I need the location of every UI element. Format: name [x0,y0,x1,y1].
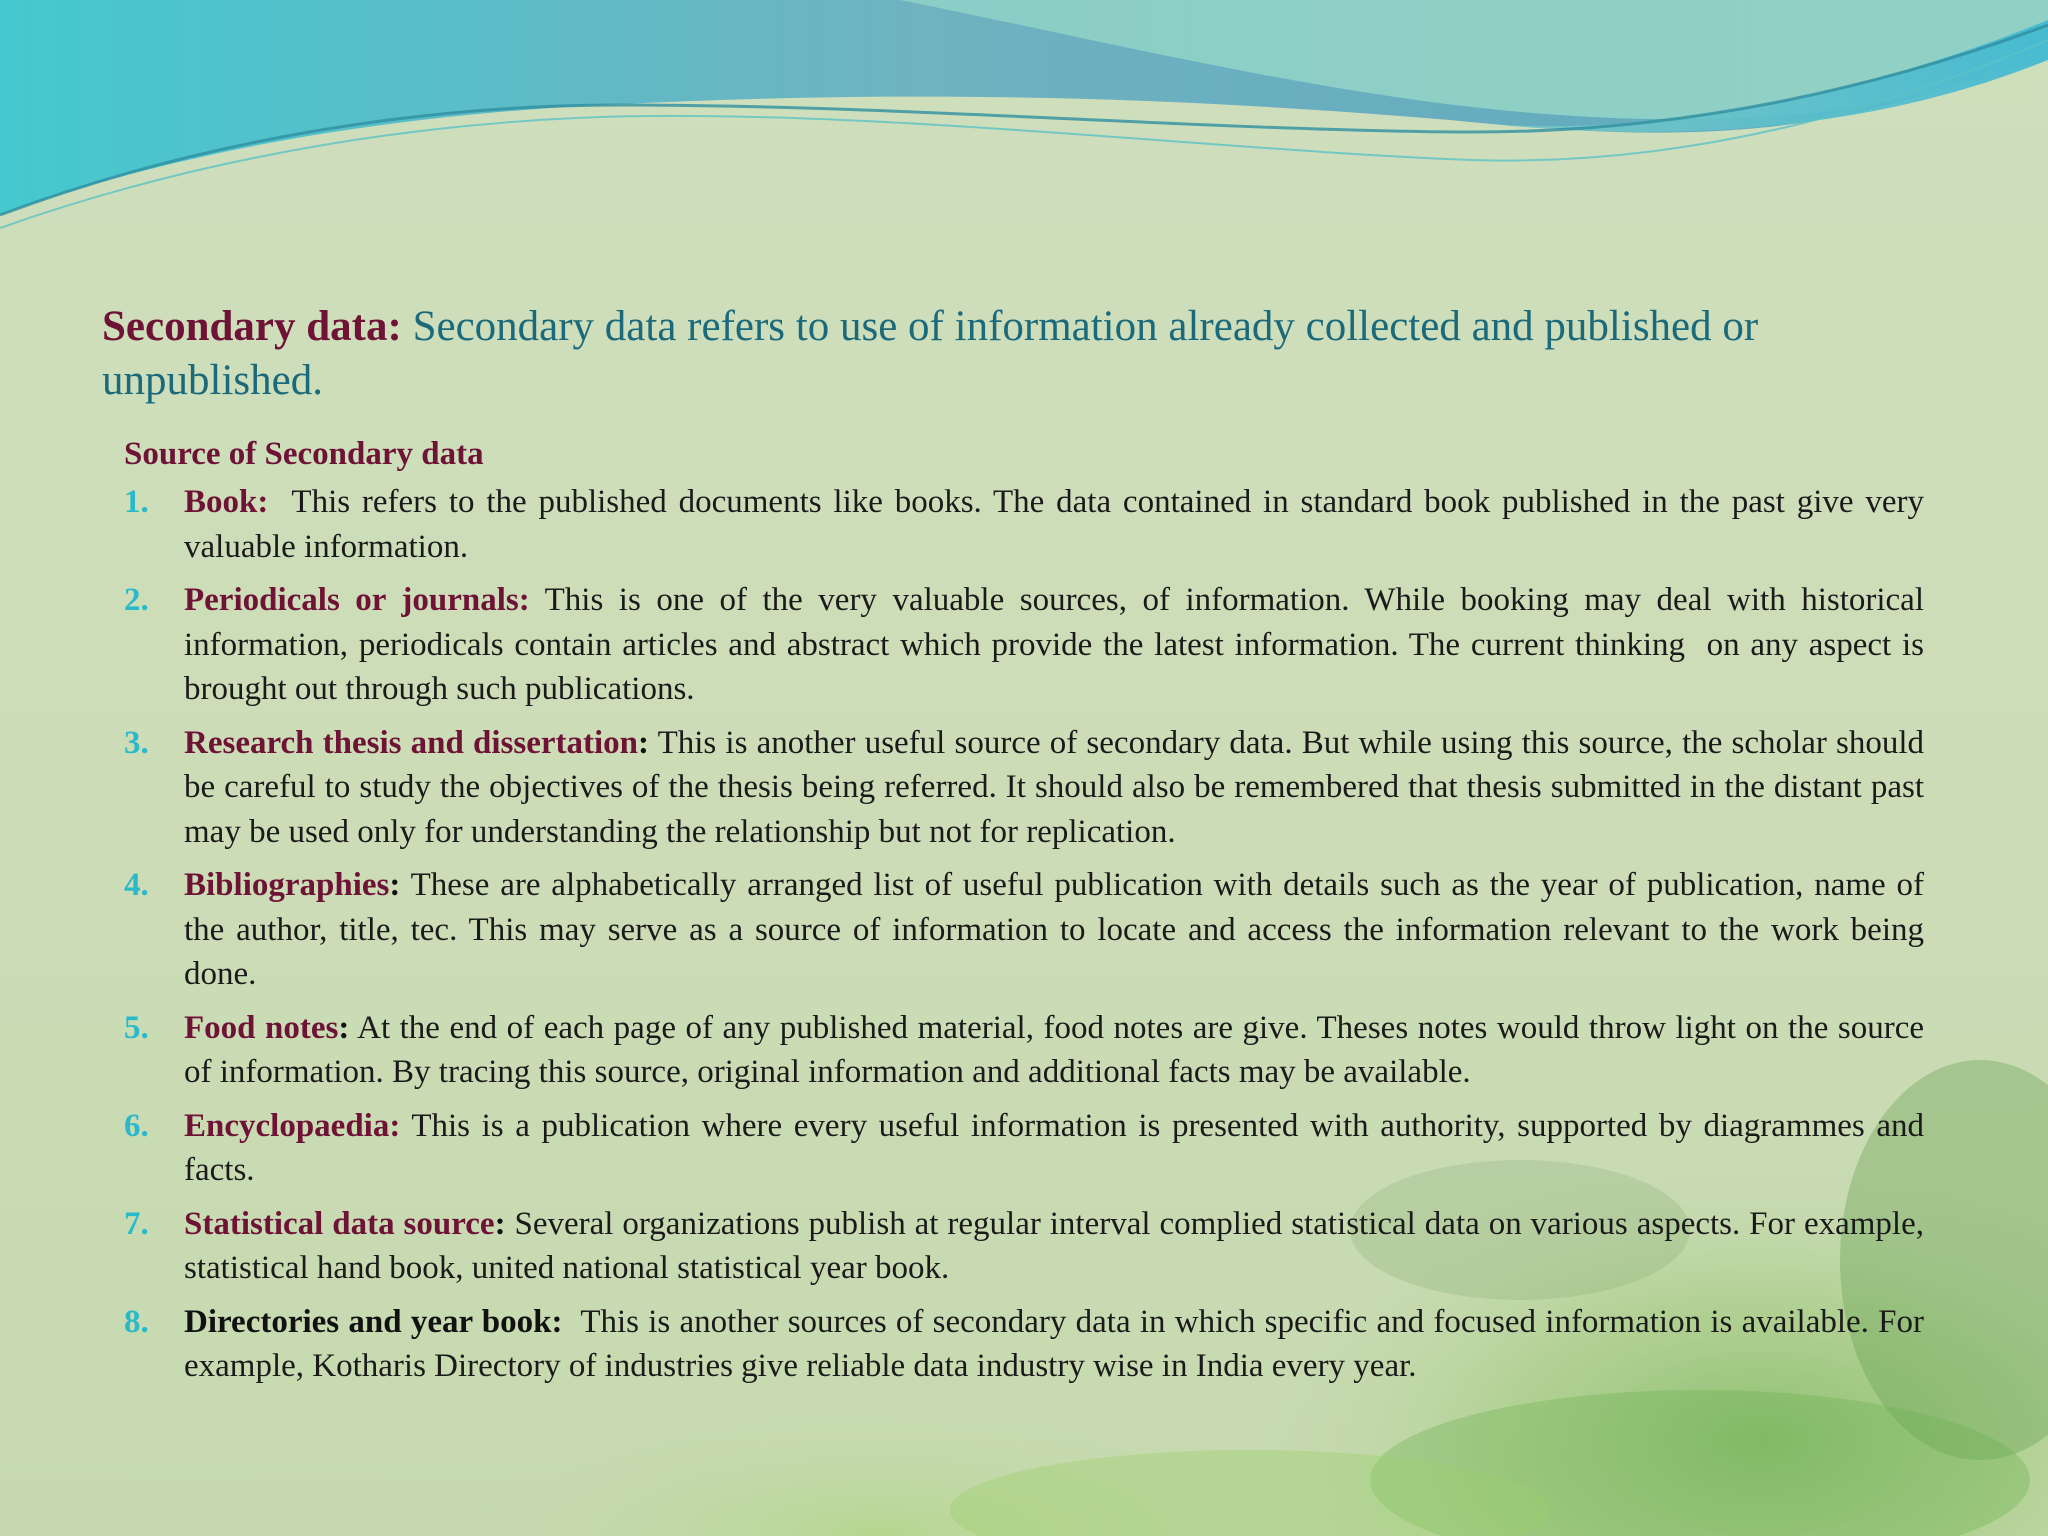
source-item-number: 7. [124,1205,149,1242]
source-item-number: 1. [124,484,149,520]
source-list-item [102,578,1933,712]
source-list-item [102,721,1933,855]
source-item-number: 2. [124,582,149,618]
source-item-label: Food notes [184,1009,339,1046]
source-item-text: These are alphabetically arranged list of useful publication with details such as the year of publication, name of the author, title, tec. This may serve as a source of information to locate and access the information relevant to the work being done. [184,867,1933,992]
intro-term: Secondary data: [102,303,402,350]
source-item-separator: : [389,867,401,903]
source-item-text: This is another useful source of secondary data. But while using this source, the scholar should be careful to study the objectives of the thesis being referred. It should also be remembered that thesis submitted in the distant past may be used only for understanding the relationship but not for replication. [184,724,1933,850]
source-item-label: Encyclopaedia: [184,1107,401,1144]
source-item-text: This is one of the very valuable sources, of information. While booking may deal with historical information, periodicals contain articles and abstract which provide the latest information. The current thinking on any aspect is brought out through such publications. [184,582,1933,707]
intro-definition: Secondary data refers to use of information already collected and published or unpublished. [102,303,1759,404]
source-item-number: 3. [124,724,149,761]
source-list-item [102,863,1933,997]
source-item-number: 6. [124,1107,149,1144]
source-item-label: Bibliographies [184,867,390,903]
source-list-item [102,1300,1933,1389]
source-item-number: 4. [124,867,149,903]
source-item-separator: : [638,724,650,761]
intro-paragraph [102,300,1924,408]
source-list-item [102,1202,1933,1291]
source-item-separator: : [338,1009,350,1046]
source-item-separator: : [494,1205,506,1242]
source-item-label: Periodicals or journals: [184,582,530,618]
source-item-text: Several organizations publish at regular interval complied statistical data on various aspects. For example, statistical hand book, united national statistical year book. [184,1205,1933,1286]
slide-content [102,300,1933,1398]
source-item-number: 8. [124,1303,149,1340]
source-list-item [102,480,1933,569]
source-item-text: This is another sources of secondary data in which specific and focused information is available. For example, Kotharis Directory of industries give reliable data industry wise in India every year. [184,1303,1933,1384]
source-item-text: This is a publication where every useful information is presented with authority, supported by diagrammes and facts. [184,1107,1933,1188]
source-item-text: At the end of each page of any published material, food notes are give. Theses notes would throw light on the source of information. By tracing this source, original information and additional facts may be available. [184,1009,1933,1090]
source-item-label: Research thesis and dissertation [184,724,639,761]
source-list-item [102,1006,1933,1095]
source-list [102,480,1933,1389]
source-item-label: Statistical data source [184,1205,495,1242]
section-heading: Source of Secondary data [124,436,484,472]
source-item-number: 5. [124,1009,149,1046]
source-list-item [102,1104,1933,1193]
source-item-label: Book: [184,484,269,520]
source-item-text: This refers to the published documents like books. The data contained in standard book published in the past give very valuable information. [184,484,1933,565]
source-item-label: Directories and year book: [184,1303,563,1340]
